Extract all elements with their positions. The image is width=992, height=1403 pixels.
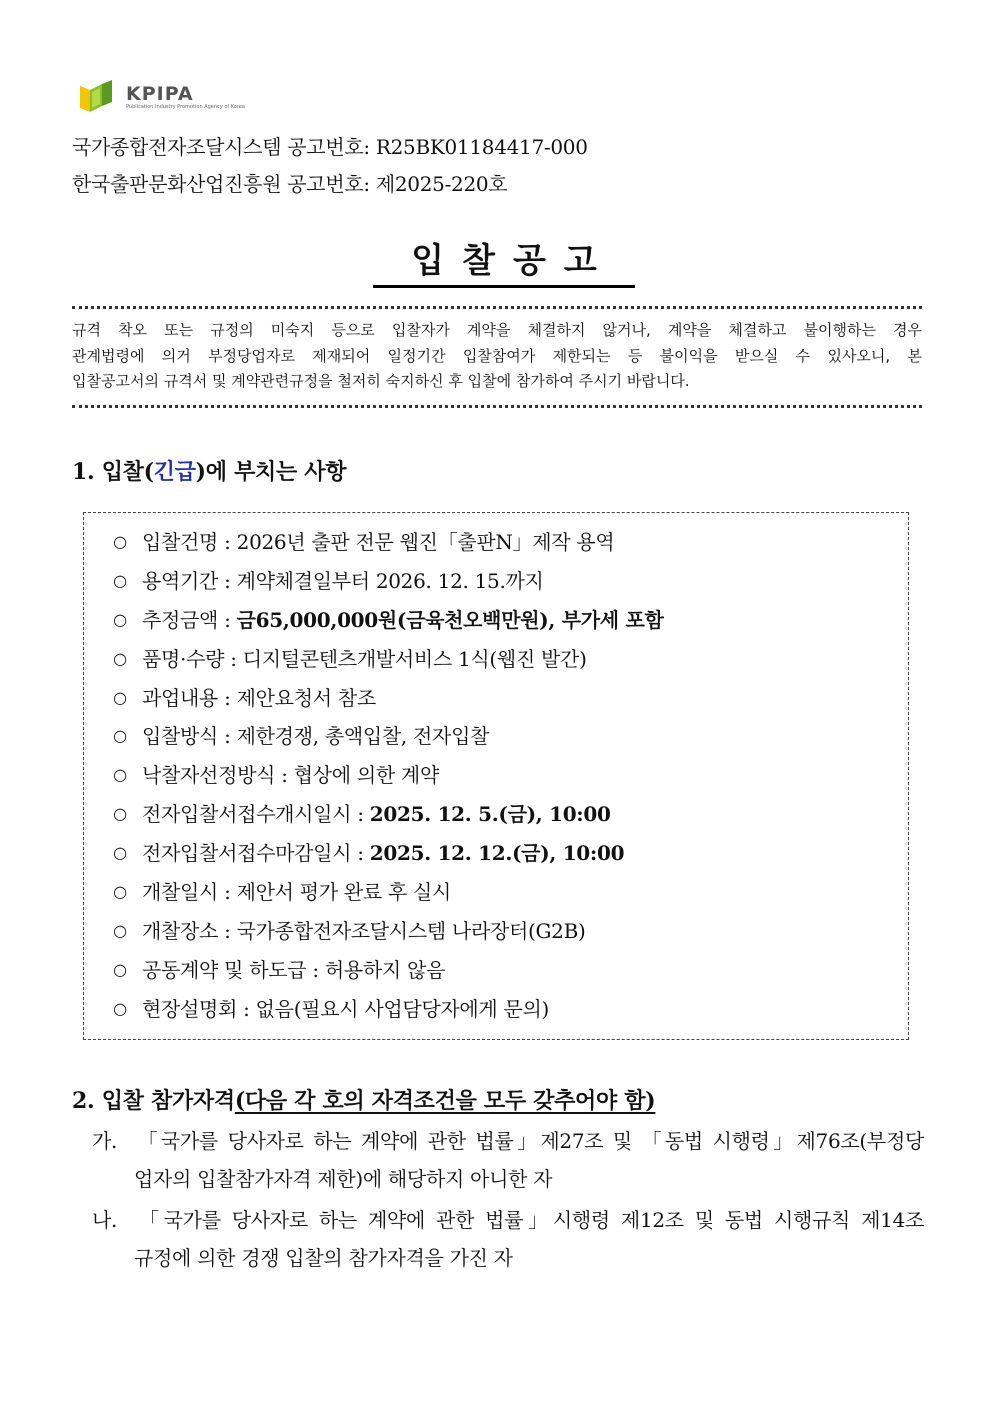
- item-label: 낙찰자선정방식 :: [142, 763, 294, 788]
- item-label: 추정금액 :: [142, 607, 237, 632]
- g2b-notice-number: 국가종합전자조달시스템 공고번호: R25BK01184417-000: [72, 135, 588, 159]
- item-mark: 나.: [92, 1208, 118, 1232]
- item-value: 국가종합전자조달시스템 나라장터(G2B): [236, 918, 586, 943]
- bid-detail-item: [84, 795, 908, 834]
- item-value: 디지털콘텐츠개발서비스 1식(웹진 발간): [242, 646, 587, 671]
- bid-detail-item: [84, 912, 908, 951]
- bid-detail-item: [84, 990, 908, 1029]
- circle-bullet-icon: ○: [113, 920, 127, 940]
- item-value: 없음(필요시 사업담당자에게 문의): [255, 996, 550, 1021]
- heading-prefix: 1. 입찰(: [72, 459, 154, 485]
- bid-detail-item: [84, 640, 908, 679]
- bid-detail-item: [84, 679, 908, 718]
- item-value: 제한경쟁, 총액입찰, 전자입찰: [236, 724, 490, 749]
- book-logo-icon: [78, 80, 122, 114]
- warning-line: 입찰공고서의 규격서 및 계약관련규정을 철저히 숙지하신 후 입찰에 참가하여 주시기 바랍니다.: [72, 372, 690, 390]
- circle-bullet-icon: ○: [113, 882, 127, 902]
- bid-detail-item: [84, 601, 908, 640]
- bid-detail-item: [84, 834, 908, 873]
- item-label: 입찰건명 :: [142, 530, 237, 554]
- item-label: 공동계약 및 하도급 :: [142, 957, 325, 982]
- kpipa-logo: [78, 80, 245, 114]
- circle-bullet-icon: ○: [113, 804, 127, 824]
- dotted-divider-top: [72, 306, 922, 309]
- item-value: 제안서 평가 완료 후 실시: [236, 880, 452, 905]
- item-mark: 가.: [92, 1129, 118, 1153]
- circle-bullet-icon: ○: [113, 609, 127, 629]
- item-value: 계약체결일부터 2026. 12. 15.까지: [236, 568, 544, 593]
- document-title: [373, 240, 635, 288]
- qualification-text: 「국가를 당사자로 하는 계약에 관한 법률」시행령 제12조 및 동법 시행규칙 제14조: [134, 1208, 924, 1232]
- bid-detail-item: [84, 756, 908, 795]
- logo-name: KPIPA: [126, 82, 194, 105]
- qualification-item: [92, 1122, 924, 1198]
- heading-prefix: 2. 입찰 참가자격: [72, 1088, 235, 1114]
- item-label: 입찰방식 :: [142, 724, 237, 749]
- qualification-text-cont: 업자의 입찰참가자격 제한)에 해당하지 아니한 자: [134, 1167, 553, 1191]
- section-1-heading: [72, 455, 346, 486]
- bid-details-box: [83, 512, 909, 1040]
- section-2-heading: [72, 1084, 655, 1115]
- dotted-divider-bottom: [72, 405, 922, 408]
- item-value: 허용하지 않음: [324, 957, 446, 982]
- item-label: 품명·수량 :: [142, 646, 243, 671]
- item-label: 현장설명회 :: [142, 996, 256, 1021]
- item-value: 협상에 의한 계약: [293, 763, 439, 788]
- qualification-text-cont: 규정에 의한 경쟁 입찰의 참가자격을 가진 자: [134, 1246, 513, 1270]
- item-value: 금65,000,000원(금육천오백만원), 부가세 포함: [236, 607, 664, 632]
- circle-bullet-icon: ○: [113, 959, 127, 979]
- title-text: 입찰공고: [411, 241, 615, 281]
- item-label: 개찰일시 :: [142, 880, 237, 905]
- item-value: 제안요청서 참조: [236, 685, 376, 710]
- warning-line: 규격 착오 또는 규정의 미숙지 등으로 입찰자가 계약을 체결하지 않거나, 계약을 체결하고 불이행하는 경우: [72, 321, 922, 339]
- circle-bullet-icon: ○: [113, 570, 127, 590]
- circle-bullet-icon: ○: [113, 843, 127, 863]
- circle-bullet-icon: ○: [113, 998, 127, 1018]
- item-value: 2026년 출판 전문 웹진「출판N」제작 용역: [236, 530, 615, 554]
- bid-detail-item: [84, 562, 908, 601]
- title-underline: [373, 285, 635, 288]
- item-label: 용역기간 :: [142, 568, 237, 593]
- circle-bullet-icon: ○: [113, 648, 127, 668]
- circle-bullet-icon: ○: [113, 532, 127, 551]
- item-value: 2025. 12. 12.(금), 10:00: [369, 841, 625, 866]
- qualification-item: [92, 1201, 924, 1277]
- circle-bullet-icon: ○: [113, 765, 127, 785]
- circle-bullet-icon: ○: [113, 687, 127, 707]
- kpipa-notice-number: 한국출판문화산업진흥원 공고번호: 제2025-220호: [72, 172, 508, 196]
- bid-detail-item: [84, 951, 908, 990]
- heading-condition: (다음 각 호의 자격조건을 모두 갖추어야 함): [234, 1088, 656, 1114]
- bid-detail-item: [84, 717, 908, 756]
- urgent-label: 긴급: [153, 459, 196, 485]
- heading-suffix: )에 부치는 사항: [195, 459, 347, 485]
- bid-details-list: [84, 513, 908, 1029]
- item-label: 과업내용 :: [142, 685, 237, 710]
- item-label: 전자입찰서접수마감일시 :: [142, 841, 370, 866]
- bid-detail-item: [84, 523, 908, 562]
- bid-detail-item: [84, 873, 908, 912]
- item-value: 2025. 12. 5.(금), 10:00: [369, 802, 611, 827]
- item-label: 전자입찰서접수개시일시 :: [142, 802, 370, 827]
- item-label: 개찰장소 :: [142, 918, 237, 943]
- circle-bullet-icon: ○: [113, 726, 127, 746]
- logo-subtitle: Publication Industry Promotion Agency of Korea: [126, 103, 245, 110]
- warning-line: 관계법령에 의거 부정당업자로 제재되어 일정기간 입찰참여가 제한되는 등 불이익을 받으실 수 있사오니, 본: [72, 346, 922, 365]
- qualification-text: 「국가를 당사자로 하는 계약에 관한 법률」제27조 및 「동법 시행령」제76조(부정당: [134, 1129, 924, 1153]
- warning-notice: [72, 318, 922, 395]
